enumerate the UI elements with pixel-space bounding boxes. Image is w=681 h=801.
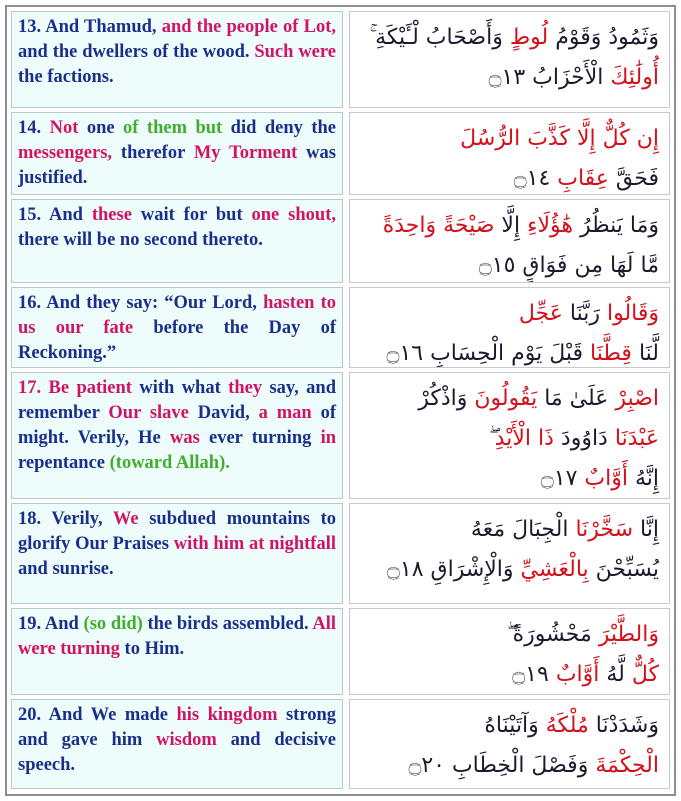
arabic-line [360, 119, 659, 159]
english-segment: the birds assembled. [142, 614, 313, 634]
arabic-segment: إِنَّهُ [627, 466, 659, 491]
english-segment: 20. And We made [18, 705, 177, 725]
verse-row [11, 199, 670, 283]
arabic-segment: وَأَصْحَابُ لْـَٔيْكَةِ ۚ [369, 25, 510, 50]
arabic-segment: إِلَّا [494, 213, 528, 238]
english-segment: these [91, 205, 132, 225]
english-segment: 17. Be patient [18, 378, 132, 398]
english-segment: say, and remember [18, 378, 336, 423]
english-segment: wisdom [156, 730, 217, 750]
arabic-segment: عَجِّل [518, 301, 563, 326]
arabic-segment: الْأَحْزَابُ [525, 65, 611, 90]
arabic-segment: أَوَّابٌ [584, 466, 628, 491]
arabic-segment: عِقَابِ [557, 166, 609, 191]
arabic-segment: يَقُولُونَ [474, 386, 538, 411]
arabic-line [360, 459, 659, 499]
arabic-segment: كَذَّبَ الرُّسُلَ [460, 126, 570, 151]
english-segment: My Torment [193, 143, 298, 163]
arabic-text [349, 199, 670, 283]
english-segment: therefor [112, 143, 194, 163]
arabic-segment: كُلٌّ [631, 662, 659, 687]
arabic-segment: ذَا الْأَيْدِ [494, 426, 554, 451]
english-segment: subdued mountains to glorify Our Praises [18, 509, 336, 554]
arabic-text [349, 699, 670, 789]
english-segment: and the people of Lot, [161, 17, 336, 37]
english-segment: 15. And [18, 205, 92, 225]
arabic-segment: قِطَّنَا [590, 341, 632, 366]
arabic-segment: فَحَقَّ [608, 166, 659, 191]
english-translation [11, 199, 343, 283]
arabic-segment: إِنَّا [633, 517, 659, 542]
arabic-line [360, 294, 659, 334]
verse-row [11, 112, 670, 195]
arabic-line [360, 18, 659, 58]
arabic-segment: هَٰؤُلَاءِ [527, 213, 573, 238]
english-translation [11, 287, 343, 368]
english-segment: was justified. [18, 143, 336, 188]
english-segment: one [78, 118, 124, 138]
english-segment: (so did) [83, 614, 143, 634]
arabic-segment: الْحِكْمَةَ [595, 753, 659, 778]
english-segment: with him at nightfall [173, 534, 336, 554]
arabic-segment: عَبْدَنَا [614, 426, 659, 451]
arabic-line [360, 159, 659, 195]
english-translation [11, 608, 343, 695]
english-segment: wait for but [131, 205, 252, 225]
arabic-segment: رَبَّنَا [562, 301, 600, 326]
arabic-segment: قَبْلَ يَوْمِ الْحِسَابِ ۝١٦ [386, 341, 591, 366]
arabic-segment: الْجِبَالَ مَعَهُ [470, 517, 576, 542]
verse-row [11, 608, 670, 695]
arabic-line [360, 246, 659, 283]
arabic-segment: أُولَٰئِكَ [610, 65, 659, 90]
english-segment: Such were [254, 42, 336, 62]
arabic-segment: لُوطٍ [509, 25, 549, 50]
arabic-segment: ۖ [489, 426, 495, 451]
arabic-segment: وَشَدَدْنَا [588, 713, 659, 738]
verse-row [11, 372, 670, 499]
arabic-segment: وَقَالُوا [599, 301, 659, 326]
arabic-segment: صَيْحَةً وَاحِدَةً [382, 213, 495, 238]
english-segment: of them but [123, 118, 223, 138]
arabic-segment: مُلْكَهُ [545, 713, 589, 738]
arabic-text [349, 11, 670, 108]
arabic-segment: سَخَّرْنَا [575, 517, 634, 542]
english-segment: 16. And they say: “Our Lord, [18, 293, 264, 313]
arabic-segment: وَآتَيْنَاهُ [484, 713, 546, 738]
english-segment: there will be no second thereto. [18, 230, 263, 250]
english-segment: 13. And Thamud, [18, 17, 162, 37]
english-segment: one shout, [251, 205, 336, 225]
arabic-segment: ۝١٧ [540, 466, 585, 491]
arabic-line [360, 379, 659, 419]
arabic-text [349, 112, 670, 195]
english-segment: in [320, 428, 336, 448]
arabic-segment: وَمَا يَنظُرُ [572, 213, 659, 238]
english-translation [11, 11, 343, 108]
verse-row [11, 11, 670, 108]
arabic-segment: وَالْإِشْرَاقِ ۝١٨ [386, 557, 521, 582]
english-segment: repentance [18, 453, 110, 473]
english-segment: with what [131, 378, 229, 398]
english-translation [11, 112, 343, 195]
english-segment: to Him. [119, 639, 185, 659]
verse-table [5, 5, 676, 796]
arabic-segment: وَالطَّيْرَ [598, 622, 659, 647]
arabic-text [349, 503, 670, 604]
arabic-segment: عَلَىٰ مَا [537, 386, 616, 411]
english-segment: ever turning [199, 428, 321, 448]
english-segment: David, [188, 403, 259, 423]
arabic-text [349, 372, 670, 499]
english-segment: and decisive speech. [18, 730, 336, 775]
arabic-segment: بِالْعَشِيِّ [520, 557, 589, 582]
english-segment: before the Day of Reckoning.” [18, 318, 337, 363]
arabic-line [360, 334, 659, 368]
arabic-segment: ۝١٣ [488, 65, 526, 90]
arabic-segment: أَوَّابٌ [555, 662, 600, 687]
arabic-segment: اصْبِرْ [615, 386, 659, 411]
english-segment: and sunrise. [18, 559, 114, 579]
arabic-line [360, 550, 659, 590]
arabic-text [349, 608, 670, 695]
arabic-segment: مَحْشُورَةً ۖ [507, 622, 599, 647]
arabic-segment: ۝١٤ [513, 166, 558, 191]
english-segment: messengers, [18, 143, 113, 163]
english-segment: All were turning [18, 614, 336, 659]
arabic-line [360, 615, 659, 655]
english-segment: Our slave [108, 403, 189, 423]
english-segment: 18. Verily, [18, 509, 113, 529]
arabic-segment: وَفَصْلَ الْخِطَابِ ۝٢٠ [408, 753, 596, 778]
english-segment: the factions. [18, 67, 114, 87]
verse-row [11, 503, 670, 604]
arabic-line [360, 746, 659, 786]
english-segment: a man [258, 403, 312, 423]
english-segment: his kingdom [176, 705, 278, 725]
english-segment: (toward Allah). [109, 453, 230, 473]
english-segment: was [169, 428, 200, 448]
verse-row [11, 699, 670, 789]
arabic-line [360, 510, 659, 550]
english-segment: Not [49, 118, 79, 138]
arabic-line [360, 655, 659, 695]
english-segment: they [228, 378, 263, 398]
arabic-segment: لَّهُ [599, 662, 632, 687]
english-segment: hasten to us our fate [18, 293, 336, 338]
arabic-segment: ۝١٩ [512, 662, 556, 687]
arabic-segment: وَثَمُودُ وَقَوْمُ [548, 25, 659, 50]
arabic-line [360, 706, 659, 746]
arabic-segment: إِن كُلٌّ إِلَّا [569, 126, 659, 151]
arabic-segment: ۝١٥ [478, 253, 516, 278]
arabic-line [360, 206, 659, 246]
arabic-segment: يُسَبِّحْنَ [588, 557, 659, 582]
arabic-segment: وَاذْكُرْ [418, 386, 475, 411]
english-segment: strong and gave him [18, 705, 337, 750]
arabic-line [360, 419, 659, 459]
english-segment: 19. And [18, 614, 84, 634]
arabic-segment: مَّا لَهَا مِن فَوَاقٍ [515, 253, 659, 278]
english-segment: 14. [18, 118, 50, 138]
arabic-text [349, 287, 670, 368]
english-translation [11, 699, 343, 789]
english-segment: and the dwellers of the wood. [18, 42, 255, 62]
english-segment: of might. Verily, He [18, 403, 336, 448]
english-segment: did deny the [222, 118, 337, 138]
arabic-line [360, 58, 659, 98]
arabic-segment: لَّنَا [631, 341, 659, 366]
verse-row [11, 287, 670, 368]
arabic-segment: دَاوُودَ [553, 426, 615, 451]
english-segment: We [112, 509, 139, 529]
english-translation [11, 372, 343, 499]
english-translation [11, 503, 343, 604]
